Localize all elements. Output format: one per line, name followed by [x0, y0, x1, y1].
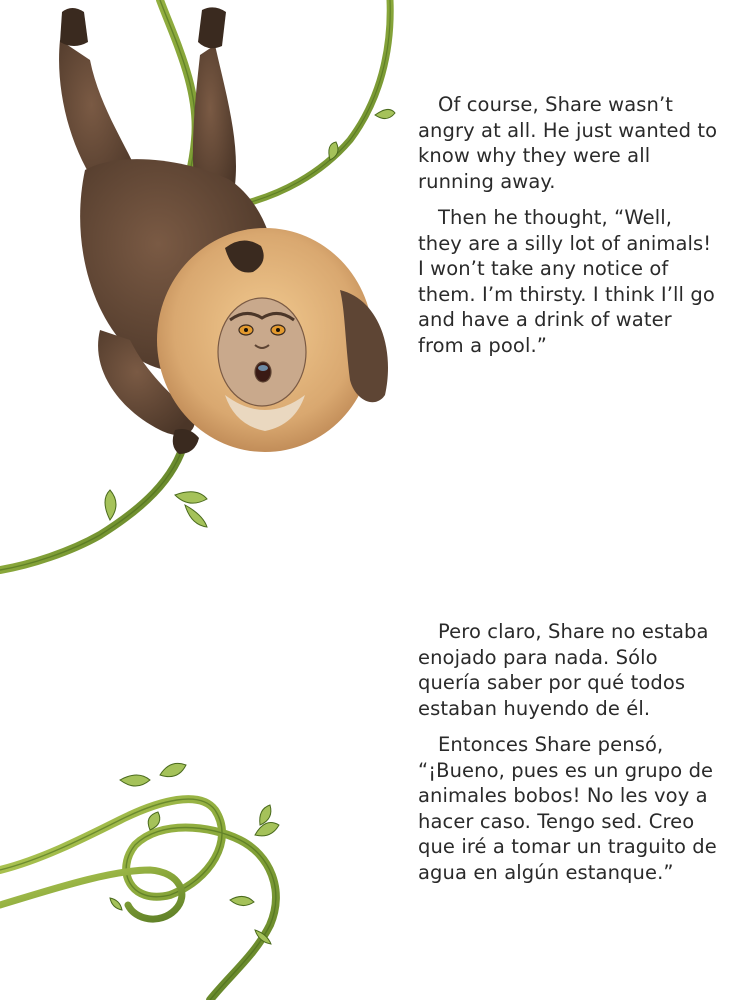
- english-paragraph-1: Of course, Share wasn’t angry at all. He just wanted to know why they were all running away.: [418, 93, 718, 193]
- monkey-illustration: [0, 0, 395, 570]
- spanish-paragraph-1: Pero claro, Share no estaba enojado para nada. Sólo quería saber por qué todos estaban huyendo de él.: [418, 620, 709, 720]
- monkey: [59, 7, 388, 454]
- english-paragraph-2: Then he thought, “Well, they are a silly lot of animals! I won’t take any notice of them. I’m thirsty. I think I’ll go and have a drink of water from a pool.”: [418, 206, 715, 357]
- vines-illustration: [0, 763, 279, 1000]
- spanish-text: [418, 619, 718, 896]
- spanish-paragraph-2: Entonces Share pensó, “¡Bueno, pues es un grupo de animales bobos! No les voy a hacer caso. Tengo sed. Creo que iré a tomar un traguito de agua en algún estanque.”: [418, 733, 717, 884]
- english-text: [418, 92, 718, 369]
